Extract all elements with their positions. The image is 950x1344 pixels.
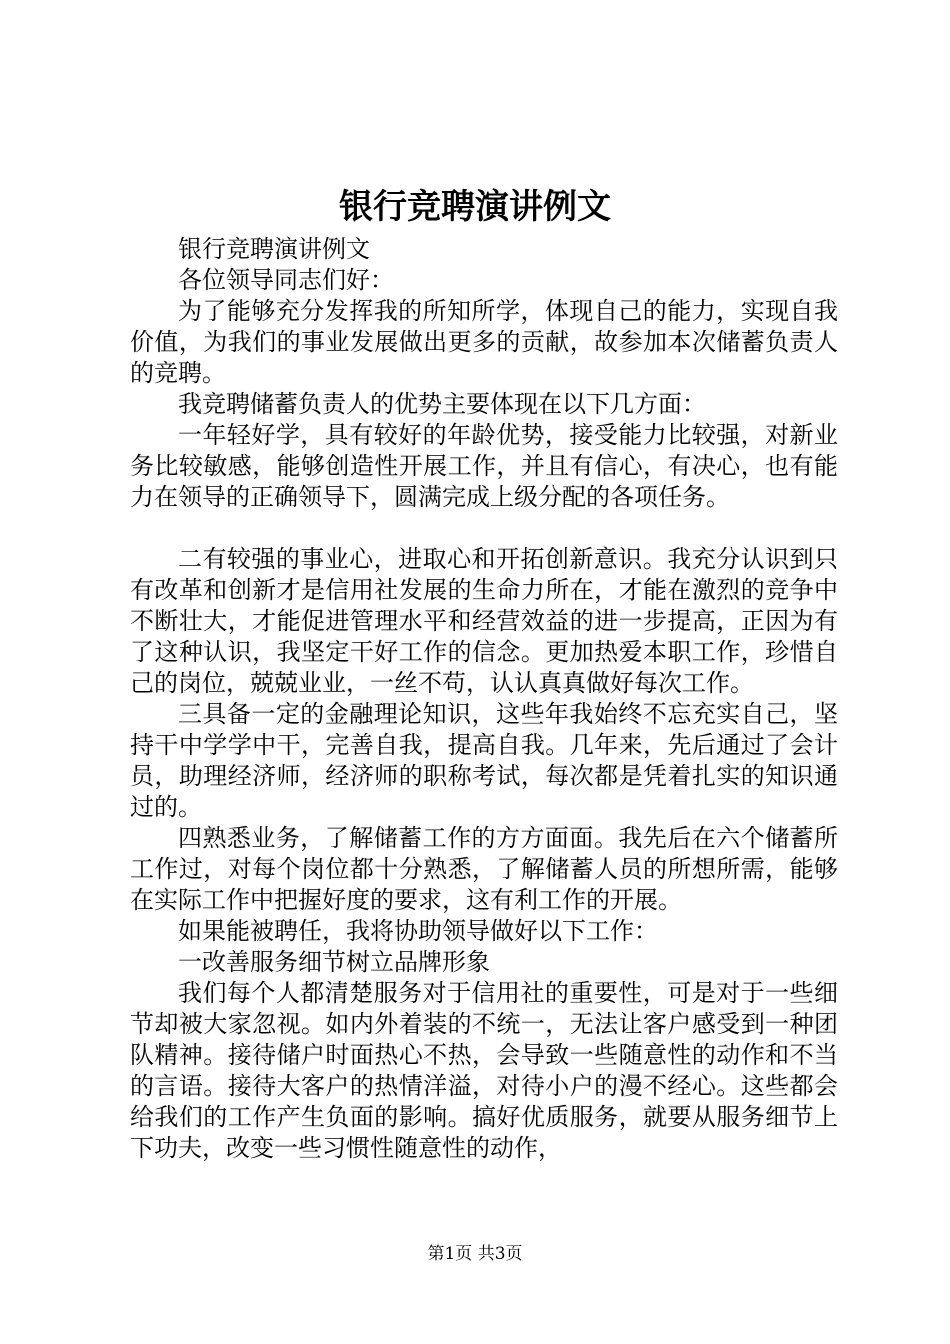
document-body [130, 234, 838, 1164]
paragraph-heading: 银行竞聘演讲例文 [178, 235, 370, 263]
paragraph-advantage-1: 一年轻好学，具有较好的年龄优势，接受能力比较强，对新业务比较敏感，能够创造性开展工作，并且有信心，有决心，也有能力在领导的正确领导下，圆满完成上级分配的各项任务。 [130, 421, 838, 511]
paragraph-advantage-3: 三具备一定的金融理论知识，这些年我始终不忘充实自己，坚持干中学学中干，完善自我，提高自我。几年来，先后通过了会计员，助理经济师，经济师的职称考试，每次都是凭着扎实的知识通过的。 [130, 700, 838, 821]
document-title: 银行竞聘演讲例文 [339, 187, 611, 227]
page-footer: 第1页 共3页 [427, 1244, 523, 1264]
paragraph-plan-1-body: 我们每个人都清楚服务对于信用社的重要性，可是对于一些细节却被大家忽视。如内外着装的不统一，无法让客户感受到一种团队精神。接待储户时面热心不热，会导致一些随意性的动作和不当的言语。接待大客户的热情洋溢，对待小户的漫不经心。这些都会给我们的工作产生负面的影响。搞好优质服务，就要从服务细节上下功夫，改变一些习惯性随意性的动作， [130, 979, 838, 1162]
paragraph-greeting: 各位领导同志们好： [178, 266, 394, 294]
paragraph-advantages-lead: 我竞聘储蓄负责人的优势主要体现在以下几方面： [178, 390, 706, 418]
paragraph-intro: 为了能够充分发挥我的所知所学，体现自己的能力，实现自我价值，为我们的事业发展做出更多的贡献，故参加本次储蓄负责人的竞聘。 [130, 297, 838, 387]
paragraph-plan-1-heading: 一改善服务细节树立品牌形象 [178, 948, 490, 976]
paragraph-advantage-2: 二有较强的事业心，进取心和开拓创新意识。我充分认识到只有改革和创新才是信用社发展的生命力所在，才能在激烈的竞争中不断壮大，才能促进管理水平和经营效益的进一步提高，正因为有了这种认识，我坚定干好工作的信念。更加热爱本职工作，珍惜自己的岗位，兢兢业业，一丝不苟，认认真真做好每次工作。 [130, 545, 838, 697]
paragraph-advantage-4: 四熟悉业务，了解储蓄工作的方方面面。我先后在六个储蓄所工作过，对每个岗位都十分熟悉，了解储蓄人员的所想所需，能够在实际工作中把握好度的要求，这有利工作的开展。 [130, 824, 838, 914]
paragraph-plan-lead: 如果能被聘任，我将协助领导做好以下工作： [178, 917, 658, 945]
